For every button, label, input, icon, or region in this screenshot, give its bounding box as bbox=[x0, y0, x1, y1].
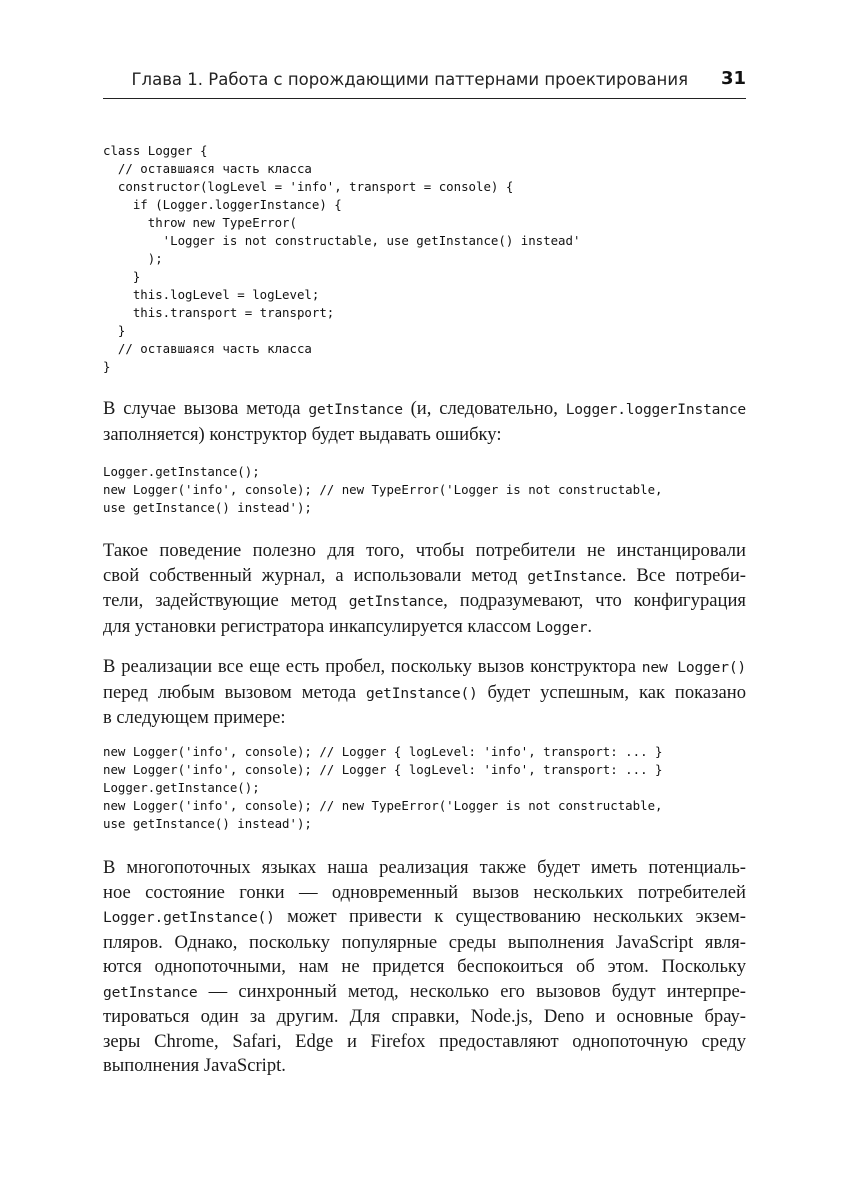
code-block-logger-class: class Logger { // оставшаяся часть класса constructor(logLevel = 'info', transport = console) { if (Logger.loggerInstance) { throw new TypeError( 'Logger is not constructable, use getInstance() instead' ); } this.logLevel = logLevel; this.transport = transport; } // оставшаяся часть класса } bbox=[103, 143, 581, 374]
inline-code: new Logger() bbox=[641, 659, 746, 676]
text-line: Такое поведение полезно для того, чтобы потребители не инстанцировали bbox=[103, 540, 746, 561]
inline-code: Logger.getInstance() bbox=[103, 909, 275, 926]
text-line: перед любым вызовом метода getInstance() будет успешным, как показано bbox=[103, 681, 746, 703]
text-line: В реализации все еще есть пробел, поскольку вызов конструктора new Logger() bbox=[103, 656, 746, 677]
inline-code: Logger bbox=[535, 618, 588, 636]
text-line: для установки регистратора инкапсулируется классом Logger. bbox=[103, 615, 593, 637]
code-block-constructor-calls: new Logger('info', console); // Logger { logLevel: 'info', transport: ... } new Logger('info', console); // Logger { logLevel: 'info', transport: ... } Logger.getInstance(); new Logger('info', console); // new TypeError('Logger is not constructable, use getInstance() instead'); bbox=[103, 744, 663, 831]
paragraph-getinstance-error bbox=[103, 397, 746, 447]
text-line: тироваться один за другим. Для справки, Node.js, Deno и основные брау- bbox=[103, 1006, 746, 1027]
inline-code: getInstance bbox=[348, 593, 444, 610]
chapter-title: Глава 1. Работа с порождающими паттернами проектирования bbox=[131, 70, 688, 89]
paragraph-race-condition bbox=[103, 856, 746, 1079]
inline-code: getInstance bbox=[308, 401, 403, 418]
text-line: ются однопоточными, нам не придется беспокоиться об этом. Поскольку bbox=[103, 956, 746, 977]
text-line: Logger.getInstance() может привести к существованию нескольких экзем- bbox=[103, 906, 746, 927]
code-block-getinstance-call: Logger.getInstance(); new Logger('info', console); // new TypeError('Logger is not constructable, use getInstance() instead'); bbox=[103, 464, 663, 515]
paragraph-behavior-explanation bbox=[103, 539, 746, 640]
text-line: getInstance — синхронный метод, несколько его вызовов будут интерпре- bbox=[103, 980, 746, 1002]
text-line: выполнения JavaScript. bbox=[103, 1055, 286, 1076]
text-line: ное состояние гонки — одновременный вызов нескольких потребителей bbox=[103, 881, 746, 903]
running-header bbox=[103, 68, 746, 99]
inline-code: getInstance bbox=[527, 567, 622, 585]
text-line: в следующем примере: bbox=[103, 707, 286, 728]
text-line: тели, задействующие метод getInstance, подразумевают, что конфигурация bbox=[103, 590, 746, 611]
text-line: пляров. Однако, поскольку популярные среды выполнения JavaScript явля- bbox=[103, 931, 746, 953]
text-line: зеры Chrome, Safari, Edge и Firefox предоставляют однопоточную среду bbox=[103, 1030, 746, 1052]
paragraph-implementation-gap bbox=[103, 655, 746, 731]
inline-code: getInstance() bbox=[366, 684, 478, 702]
inline-code: getInstance bbox=[103, 983, 198, 1001]
text-line: заполняется) конструктор будет выдавать ошибку: bbox=[103, 423, 502, 445]
text-line: В многопоточных языках наша реализация также будет иметь потенциаль- bbox=[103, 857, 746, 878]
inline-code: Logger.loggerInstance bbox=[565, 401, 746, 418]
text-line: В случае вызова метода getInstance (и, следовательно, Logger.loggerInstance bbox=[103, 398, 746, 419]
text-line: свой собственный журнал, а использовали метод getInstance. Все потреби- bbox=[103, 564, 747, 586]
page-number: 31 bbox=[720, 68, 746, 89]
